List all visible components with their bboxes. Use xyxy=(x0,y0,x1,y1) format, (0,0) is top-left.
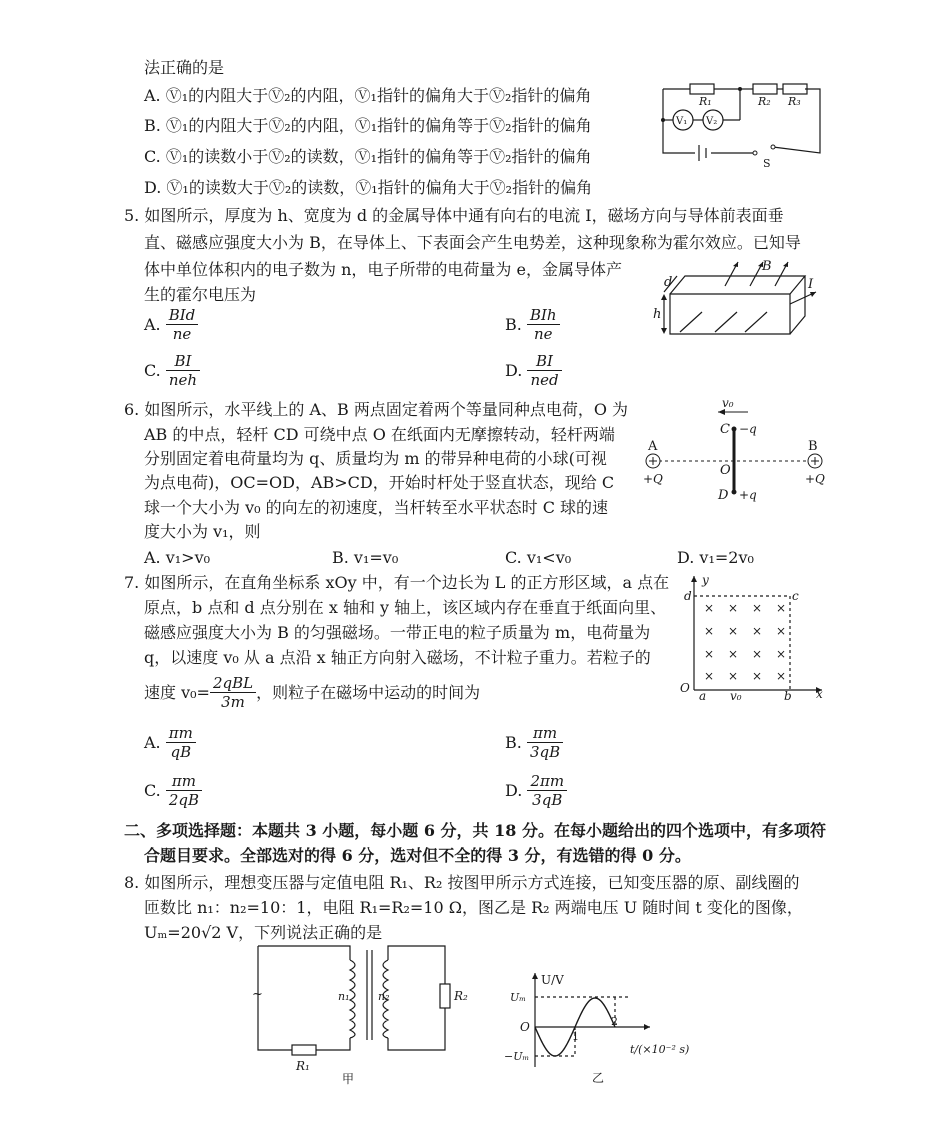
q7-label-a: a xyxy=(699,689,707,703)
q7-cross-2-0: × xyxy=(704,647,715,661)
q8-label-r2: R₂ xyxy=(454,989,468,1003)
q7-label-c: c xyxy=(792,589,799,603)
q6-label-b: B xyxy=(808,439,818,454)
q4-stem-end: 法正确的是 xyxy=(144,58,225,77)
q5-line-2: 直、磁感应强度大小为 B，在导体上、下表面会产生电势差，这种现象称为霍尔效应。已知导 xyxy=(144,233,801,252)
q8-graph-tick-2: 2 xyxy=(611,1015,618,1028)
q7-cross-1-1: × xyxy=(728,624,739,638)
q6-line-1: 6. 如图所示，水平线上的 A、B 两点固定着两个等量同种点电荷，O 为 xyxy=(124,400,629,419)
q7-cross-1-0: × xyxy=(704,624,715,638)
q7-label-v0: v₀ xyxy=(730,689,742,703)
q5-option-b: B. $\frac{\text{BIh}}{ne}$ xyxy=(505,306,560,343)
q7-label-x: x xyxy=(816,687,823,701)
q7-cross-2-1: × xyxy=(728,647,739,661)
q5-label-i: I xyxy=(808,277,814,292)
q5-line-4: 生的霍尔电压为 xyxy=(144,285,257,304)
q6-label-d-charge: +q xyxy=(739,488,757,502)
q7-label-b: b xyxy=(784,689,792,703)
q5-hall-figure xyxy=(650,252,825,342)
q8-label-n2: n₂ xyxy=(378,990,390,1003)
q4-label-v1: V₁ xyxy=(676,116,688,127)
section2-heading-line-2: 合题目要求。全部选对的得 6 分，选对但不全的得 3 分，有选错的得 0 分。 xyxy=(144,846,691,865)
q6-label-qb: +Q xyxy=(805,472,825,486)
q7-option-a: A. $\frac{\pi m}{qB}$ xyxy=(144,724,196,761)
q4-option-c: C. Ⓥ₁的读数小于Ⓥ₂的读数，Ⓥ₁指针的偏角等于Ⓥ₂指针的偏角 xyxy=(144,147,592,166)
q7-cross-0-3: × xyxy=(776,601,787,615)
q8-graph-neg-um: −Uₘ xyxy=(504,1050,530,1063)
q6-label-c: C xyxy=(720,422,730,437)
q7-option-d: D. $\frac{2\pi m}{3qB}$ xyxy=(505,772,567,809)
q6-option-b: B. v₁=v₀ xyxy=(332,548,399,567)
q8-label-n1: n₁ xyxy=(338,990,350,1003)
q8-graph-um: Uₘ xyxy=(510,991,527,1004)
q7-cross-1-3: × xyxy=(776,624,787,638)
q8-line-1: 8. 如图所示，理想变压器与定值电阻 R₁、R₂ 按图甲所示方式连接，已知变压器的原、副线圈的 xyxy=(124,873,800,892)
q7-line-2: 原点，b 点和 d 点分别在 x 轴和 y 轴上，该区域内存在垂直于纸面向里、 xyxy=(144,598,667,617)
q7-field-figure xyxy=(676,570,831,705)
q6-line-2: AB 的中点，轻杆 CD 可绕中点 O 在纸面内无摩擦转动，轻杆两端 xyxy=(144,425,615,444)
q7-cross-3-3: × xyxy=(776,669,787,683)
q4-label-v2: V₂ xyxy=(706,116,718,127)
q6-option-a: A. v₁>v₀ xyxy=(144,548,211,567)
q7-cross-0-1: × xyxy=(728,601,739,615)
q7-label-d: d xyxy=(684,589,692,603)
q7-cross-1-2: × xyxy=(752,624,763,638)
q4-option-a: A. Ⓥ₁的内阻大于Ⓥ₂的内阻，Ⓥ₁指针的偏角大于Ⓥ₂指针的偏角 xyxy=(144,86,592,105)
q7-cross-2-3: × xyxy=(776,647,787,661)
q7-cross-0-0: × xyxy=(704,601,715,615)
q7-option-b: B. $\frac{\pi m}{3qB}$ xyxy=(505,724,563,761)
q5-line-1: 5. 如图所示，厚度为 h、宽度为 d 的金属导体中通有向右的电流 I，磁场方向与导体前表面垂 xyxy=(124,206,784,225)
q7-line-3: 磁感应强度大小为 B 的匀强磁场。一带正电的粒子质量为 m，电荷量为 xyxy=(144,623,651,642)
q7-option-c: C. $\frac{\pi m}{2qB}$ xyxy=(144,772,202,809)
q6-label-a: A xyxy=(648,439,658,454)
q7-cross-0-2: × xyxy=(752,601,763,615)
q8-graph-ylabel: U/V xyxy=(541,973,564,987)
q4-label-r3: R₃ xyxy=(788,95,801,108)
q6-label-d: D xyxy=(718,488,729,503)
q7-label-o: O xyxy=(680,681,690,695)
q8-label-r1: R₁ xyxy=(296,1059,310,1073)
q8-voltage-graph xyxy=(500,965,710,1135)
q6-charges-figure xyxy=(640,395,830,510)
q4-option-d: D. Ⓥ₁的读数大于Ⓥ₂的读数，Ⓥ₁指针的偏角大于Ⓥ₂指针的偏角 xyxy=(144,178,593,197)
q5-option-a: A. $\frac{\text{BId}}{ne}$ xyxy=(144,306,198,343)
q7-speed-line: 速度 v₀= $\frac{\text{2qBL}}{3m}$ ，则粒子在磁场中运动的时间为 xyxy=(144,674,481,711)
q6-label-o: O xyxy=(720,463,731,478)
q7-field-crosses xyxy=(704,601,786,683)
section2-heading-line-1: 二、多项选择题：本题共 3 小题，每小题 6 分，共 18 分。在每小题给出的四个选项中，有多项符 xyxy=(124,821,826,840)
q5-label-d: d xyxy=(664,275,673,290)
q5-option-d: D. $\frac{BI}{\text{ned}}$ xyxy=(505,352,562,389)
q5-label-b: B xyxy=(762,259,772,274)
q5-label-h: h xyxy=(653,307,662,322)
q7-cross-2-2: × xyxy=(752,647,763,661)
q6-label-qa: +Q xyxy=(643,472,663,486)
q6-label-c-charge: −q xyxy=(739,422,757,436)
q6-label-v0: v₀ xyxy=(722,396,734,410)
q8-line-3: Uₘ=20√2 V，下列说法正确的是 xyxy=(144,923,383,942)
q8-graph-origin: O xyxy=(520,1020,530,1034)
q4-label-s: S xyxy=(763,157,771,170)
q7-label-y: y xyxy=(702,573,709,587)
q8-caption-jia: 甲 xyxy=(342,1072,355,1085)
q8-line-2: 匝数比 n₁：n₂=10：1，电阻 R₁=R₂=10 Ω，图乙是 R₂ 两端电压 U 随时间 t 变化的图像， xyxy=(144,898,803,917)
q8-graph-xlabel: t/(×10⁻² s) xyxy=(630,1043,690,1056)
q6-line-5: 球一个大小为 v₀ 的向左的初速度，当杆转至水平状态时 C 球的速 xyxy=(144,498,609,517)
q4-circuit-figure xyxy=(655,75,830,170)
q8-source-symbol: ~ xyxy=(252,987,263,1002)
q4-label-r1: R₁ xyxy=(699,95,712,108)
q7-line-4: q，以速度 v₀ 从 a 点沿 x 轴正方向射入磁场，不计粒子重力。若粒子的 xyxy=(144,648,651,667)
q6-line-4: 为点电荷)，OC=OD，AB>CD，开始时杆处于竖直状态，现给 C xyxy=(144,473,615,492)
q8-graph-tick-1: 1 xyxy=(572,1030,579,1043)
q7-cross-3-0: × xyxy=(704,669,715,683)
q8-caption-yi: 乙 xyxy=(592,1071,605,1085)
q6-line-6: 度大小为 v₁，则 xyxy=(144,522,261,541)
q6-option-d: D. v₁=2v₀ xyxy=(677,548,754,567)
q5-line-3: 体中单位体积内的电子数为 n，电子所带的电荷量为 e，金属导体产 xyxy=(144,260,622,279)
q4-option-b: B. Ⓥ₁的内阻大于Ⓥ₂的内阻，Ⓥ₁指针的偏角等于Ⓥ₂指针的偏角 xyxy=(144,116,592,135)
q8-transformer-figure xyxy=(240,940,480,1085)
q4-label-r2: R₂ xyxy=(758,95,771,108)
q6-line-3: 分别固定着电荷量均为 q、质量均为 m 的带异种电荷的小球(可视 xyxy=(144,449,607,468)
q6-option-c: C. v₁<v₀ xyxy=(505,548,572,567)
q5-option-c: C. $\frac{BI}{\text{neh}}$ xyxy=(144,352,200,389)
q7-line-1: 7. 如图所示，在直角坐标系 xOy 中，有一个边长为 L 的正方形区域，a 点在 xyxy=(124,573,670,592)
q7-cross-3-1: × xyxy=(728,669,739,683)
q7-cross-3-2: × xyxy=(752,669,763,683)
